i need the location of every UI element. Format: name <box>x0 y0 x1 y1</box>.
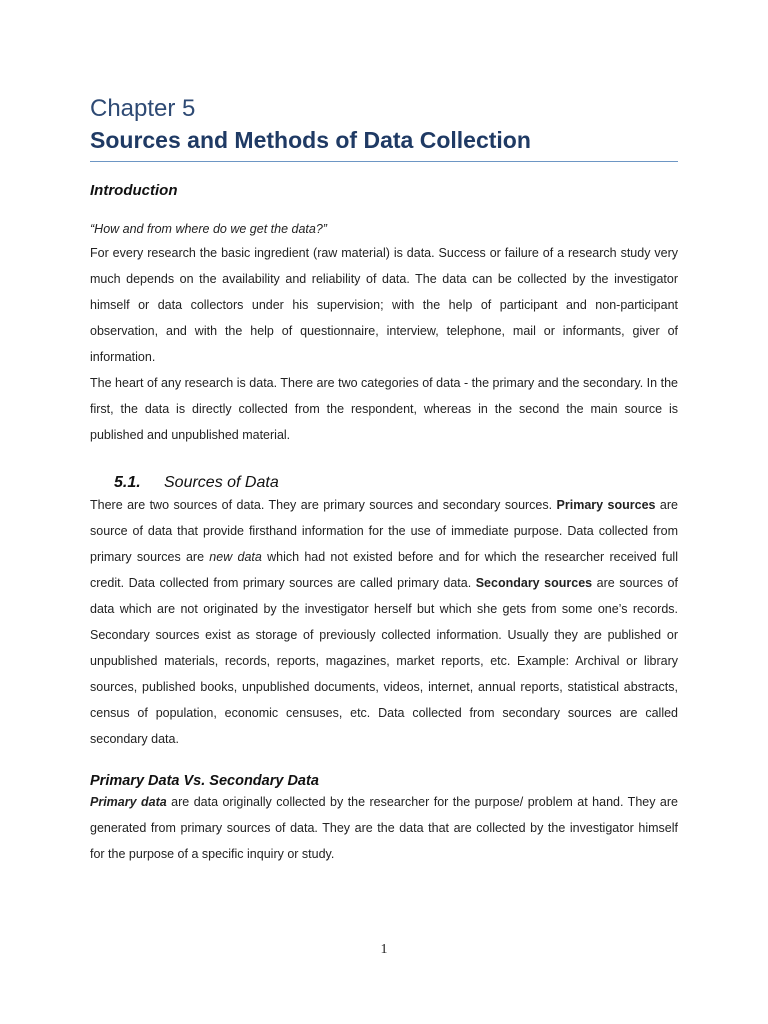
primary-sources-term: Primary sources <box>556 498 656 512</box>
section-heading-5-1 <box>90 474 678 492</box>
document-page <box>90 94 678 867</box>
intro-quote: “How and from where do we get the data?” <box>90 222 327 236</box>
sources-text-start: There are two sources of data. They are primary sources and secondary sources. <box>90 498 553 512</box>
chapter-title: Sources and Methods of Data Collection <box>90 127 531 153</box>
sources-text-mid2: which had not existed before and for which the researcher received full credit. Data collected from primary sources are called primary data. <box>90 550 678 590</box>
new-data-term: new data <box>209 550 262 564</box>
sources-text-end: are sources of data which are not originated by the investigator herself but which she gets from some one’s records. Secondary sources exist as storage of previously collected information. Usually they are published or unpublished materials, records, reports, magazines, market reports, etc. Example: Archival or library sources, published books, unpublished documents, videos, internet, annual reports, statistical abstracts, census of population, economic censuses, etc. Data collected from secondary sources are called secondary data. <box>90 576 678 746</box>
intro-paragraph-2: The heart of any research is data. There are two categories of data - the primary and the secondary. In the first, the data is directly collected from the respondent, whereas in the second the main source is published and unpublished material. <box>90 376 678 442</box>
introduction-heading: Introduction <box>90 182 178 199</box>
primary-vs-secondary-heading: Primary Data Vs. Secondary Data <box>90 773 319 789</box>
primary-data-paragraph <box>90 789 678 867</box>
secondary-sources-term: Secondary sources <box>475 576 593 590</box>
chapter-label: Chapter 5 <box>90 95 196 122</box>
sources-text-mid1: are source of data that provide firsthand information for the use of immediate purpose. Data collected from primary sources are <box>90 498 678 564</box>
section-number: 5.1. <box>114 474 141 491</box>
page-number: 1 <box>380 942 388 957</box>
intro-paragraph-1: For every research the basic ingredient (raw material) is data. Success or failure of a research study very much depends on the availability and reliability of data. The data can be collected by the investigator himself or data collectors under his supervision; with the help of participant and non-participant observation, and with the help of questionnaire, interview, telephone, mail or informants, giver of information. <box>90 246 678 364</box>
section-title: Sources of Data <box>164 474 279 491</box>
title-divider <box>90 161 678 162</box>
primary-data-term: Primary data <box>90 795 167 809</box>
sources-paragraph <box>90 492 678 752</box>
primary-data-text: are data originally collected by the researcher for the purpose/ problem at hand. They are generated from primary sources of data. They are the data that are collected by the investigator himself for the purpose of a specific inquiry or study. <box>90 795 678 861</box>
